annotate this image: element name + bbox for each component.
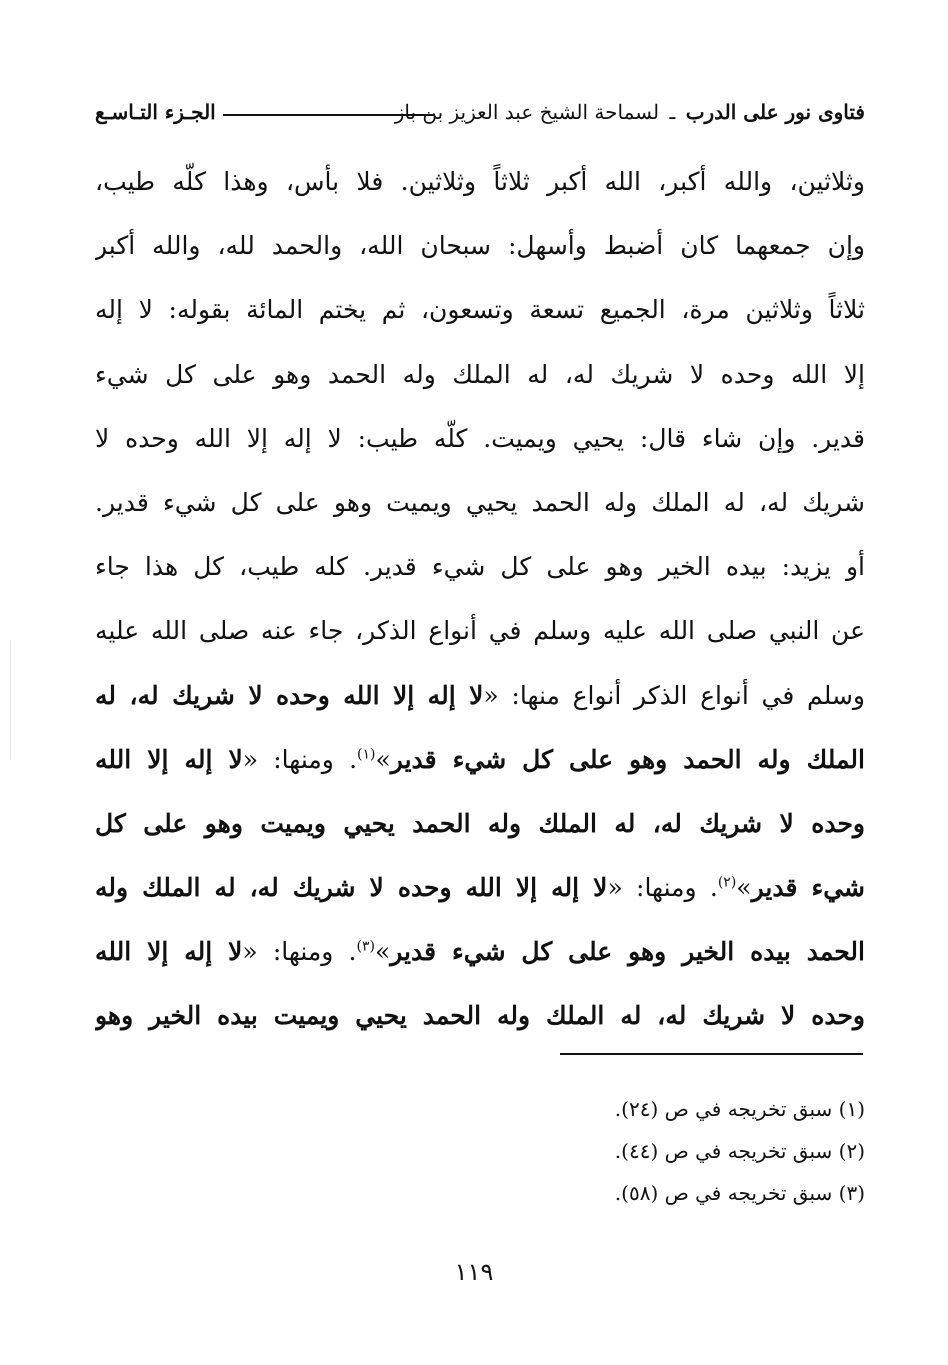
body-segment: . ومنها: « (242, 744, 358, 774)
body-segment: ثلاثاً وثلاثين مرة، الجميع تسعة وتسعون، ثم يختم المائة بقوله: لا إله (95, 295, 865, 325)
body-segment: وإن جمعهما كان أضبط وأسهل: سبحان الله، والحمد لله، والله أكبر (95, 231, 865, 261)
hadith-text: الحمد بيده الخير وهو على كل شيء قدير (390, 937, 865, 967)
body-line (95, 664, 865, 728)
header-rule (223, 114, 435, 116)
page-number: ١١٩ (454, 1258, 494, 1286)
body-line (95, 535, 865, 599)
scan-margin-mark (10, 640, 11, 760)
footnote-1: (١) سبق تخريجه في ص (٢٤). (614, 1097, 865, 1121)
header-dash: ـ (669, 100, 676, 124)
body-line (95, 599, 865, 663)
body-line (95, 150, 865, 214)
body-line (95, 920, 865, 984)
hadith-text: شيء قدير (751, 873, 865, 903)
hadith-text: لا إله إلا الله (95, 937, 243, 967)
body-line (95, 407, 865, 471)
body-line (95, 728, 865, 792)
body-segment: قدير. وإن شاء قال: يحيي ويميت. كلّه طيب: لا إله إلا الله وحده لا (95, 423, 865, 453)
footnote-ref: (٣) (356, 938, 375, 955)
hadith-text: وحده لا شريك له، له الملك وله الحمد يحيي ويميت وهو على كل (95, 808, 865, 838)
body-line (95, 214, 865, 278)
body-segment: شريك له، له الملك وله الحمد يحيي ويميت وهو على كل شيء قدير. (95, 487, 865, 517)
body-segment: وسلم في أنواع الذكر أنواع منها: « (483, 680, 865, 710)
body-segment: إلا الله وحده لا شريك له، له الملك وله الحمد وهو على كل شيء (95, 359, 865, 389)
hadith-text: لا إله إلا الله وحده لا شريك له، له (95, 680, 484, 710)
hadith-text: الملك وله الحمد وهو على كل شيء قدير (390, 744, 865, 774)
footnote-separator (560, 1053, 863, 1055)
body-segment: وثلاثين، والله أكبر، الله أكبر ثلاثاً وثلاثين. فلا بأس، وهذا كلّه طيب، (95, 167, 865, 196)
footnote-ref: (٢) (717, 874, 737, 891)
body-line (95, 856, 865, 920)
footnote-2: (٢) سبق تخريجه في ص (٤٤). (614, 1139, 865, 1163)
body-segment: عن النبي صلى الله عليه وسلم في أنواع الذكر، جاء عنه صلى الله عليه (95, 616, 865, 646)
book-title: فتاوى نور على الدرب (685, 100, 865, 124)
body-line (95, 984, 865, 1048)
body-segment: أو يزيد: بيده الخير وهو على كل شيء قدير. كله طيب، كل هذا جاء (95, 552, 865, 582)
body-line (95, 343, 865, 407)
body-line (95, 792, 865, 856)
body-segment: » (736, 873, 752, 903)
body-line (95, 471, 865, 535)
body-line (95, 278, 865, 342)
author-line: لسماحة الشيخ عبد العزيز بن باز (394, 100, 660, 124)
footnotes (400, 1088, 865, 1214)
hadith-text: لا إله إلا الله (95, 744, 243, 774)
footnote-3: (٣) سبق تخريجه في ص (٥٨). (614, 1181, 865, 1205)
hadith-text: وحده لا شريك له، له الملك وله الحمد يحيي ويميت بيده الخير وهو (95, 1001, 865, 1031)
body-segment: . ومنها: « (607, 873, 718, 903)
footnote-ref: (١) (357, 746, 376, 763)
volume-label: الجـزء التـاسـع (95, 100, 216, 124)
running-header (95, 92, 865, 132)
hadith-text: لا إله إلا الله وحده لا شريك له، له الملك وله (95, 873, 608, 903)
body-text (95, 150, 865, 1049)
body-segment: . ومنها: « (242, 937, 357, 967)
body-segment: » (374, 937, 391, 967)
body-segment: » (375, 744, 391, 774)
